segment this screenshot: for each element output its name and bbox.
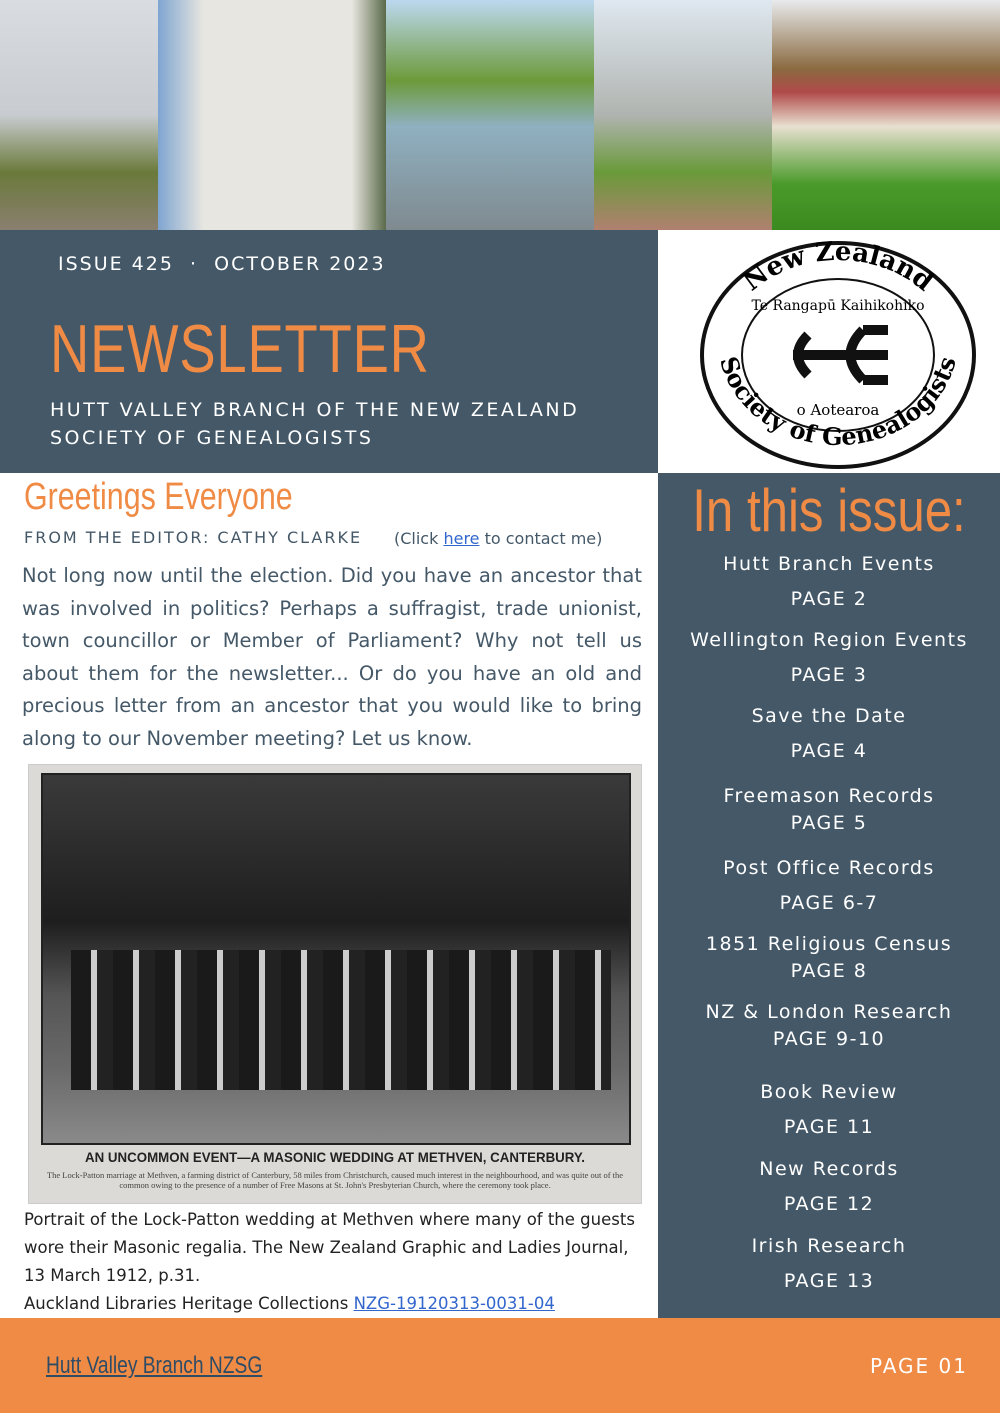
contact-text: (Click [394,529,444,548]
toc-page: PAGE 8 [790,960,868,982]
svg-text:New Zealand: New Zealand [737,236,939,298]
toc-item[interactable] [658,547,1000,617]
subtitle-line: SOCIETY OF GENEALOGISTS [50,427,374,449]
toc-title: Post Office Records [723,857,935,879]
toc-title: Freemason Records [723,785,935,807]
toc-page: PAGE 11 [783,1116,875,1138]
footer-branch-link[interactable]: Hutt Valley Branch NZSG [46,1352,263,1379]
wedding-party [71,950,611,1090]
toc-item[interactable] [658,995,1000,1057]
svg-text:o Aotearoa: o Aotearoa [796,401,880,419]
photo-war-memorial [594,0,772,230]
toc-item[interactable] [658,623,1000,693]
page-number: PAGE 01 [869,1354,968,1378]
toc-item[interactable] [658,1229,1000,1299]
photo-river-bridge [386,0,594,230]
issue-date: ISSUE 425 · OCTOBER 2023 [58,253,386,275]
toc-page: PAGE 2 [790,588,868,610]
toc-item[interactable] [658,1075,1000,1145]
toc-item[interactable] [658,779,1000,841]
logo-seal-icon [658,230,1000,473]
subtitle-line: HUTT VALLEY BRANCH OF THE NEW ZEALAND [50,399,580,421]
toc-title: NZ & London Research [705,1001,953,1023]
svg-text:Te Rangapū Kaihikohiko: Te Rangapū Kaihikohiko [751,298,925,314]
caption-text: Portrait of the Lock-Patton wedding at Methven where many of the guests wore their Masonic regalia. The New Zealand Graphic and Ladies Journal, 13 March 1912, p.31. [24,1210,635,1285]
editor-message: Not long now until the election. Did you have an ancestor that was involved in politics? Perhaps a suffragist, trade unionist, town councillor or Member of Parliament? Why not tell us about them for the newsletter... Or do you have an old and precious letter from an ancestor that you would like to bring along to our November meeting? Let us know. [22,564,642,750]
toc-title: Book Review [760,1081,898,1103]
newsletter-title: NEWSLETTER [50,311,430,387]
toc-page: PAGE 6-7 [779,892,879,914]
toc-title: New Records [759,1158,899,1180]
photo-description: The Lock-Patton marriage at Methven, a farming district of Canterbury, 58 miles from Christchurch, caused much interest in the neighbourhood, and was quite out of the common owing to the presence of a number of Free Masons at St. John's Presbyterian Church, where the ceremony took place. [46,1170,624,1190]
photo-image [41,773,631,1145]
wedding-photo [28,764,642,1204]
toc-title: Irish Research [751,1235,907,1257]
contact-note [394,529,602,548]
society-logo [658,230,1000,473]
photo-sculpture [0,0,158,230]
toc-title: Wellington Region Events [690,629,968,651]
toc-page: PAGE 5 [790,812,868,834]
toc-title: Save the Date [751,705,907,727]
contact-link[interactable]: here [443,529,480,548]
toc-title: 1851 Religious Census [705,933,953,955]
sidebar-heading: In this issue: [692,477,966,544]
newsletter-subtitle [50,396,650,452]
photo-cottage [772,0,1000,230]
toc-page: PAGE 12 [783,1193,875,1215]
toc-item[interactable] [658,851,1000,921]
greeting-heading: Greetings Everyone [24,476,293,518]
photo-caption [24,1206,649,1318]
toc-page: PAGE 4 [790,740,868,762]
contact-text: to contact me) [479,529,603,548]
toc-item[interactable] [658,699,1000,769]
photo-memorial-building [158,0,386,230]
toc-title: Hutt Branch Events [723,553,935,575]
toc-page: PAGE 9-10 [772,1028,886,1050]
credit-text: Auckland Libraries Heritage Collections [24,1294,354,1313]
photo-title: AN UNCOMMON EVENT—A MASONIC WEDDING AT METHVEN, CANTERBURY. [85,1149,585,1165]
toc-item[interactable] [658,1152,1000,1222]
svg-text:Society of Genealogists: Society of Genealogists [714,352,962,452]
toc-page: PAGE 3 [790,664,868,686]
toc-page: PAGE 13 [783,1270,875,1292]
toc-item[interactable] [658,927,1000,989]
editor-byline: FROM THE EDITOR: CATHY CLARKE [24,528,363,547]
credit-link[interactable]: NZG-19120313-0031-04 [353,1294,555,1313]
